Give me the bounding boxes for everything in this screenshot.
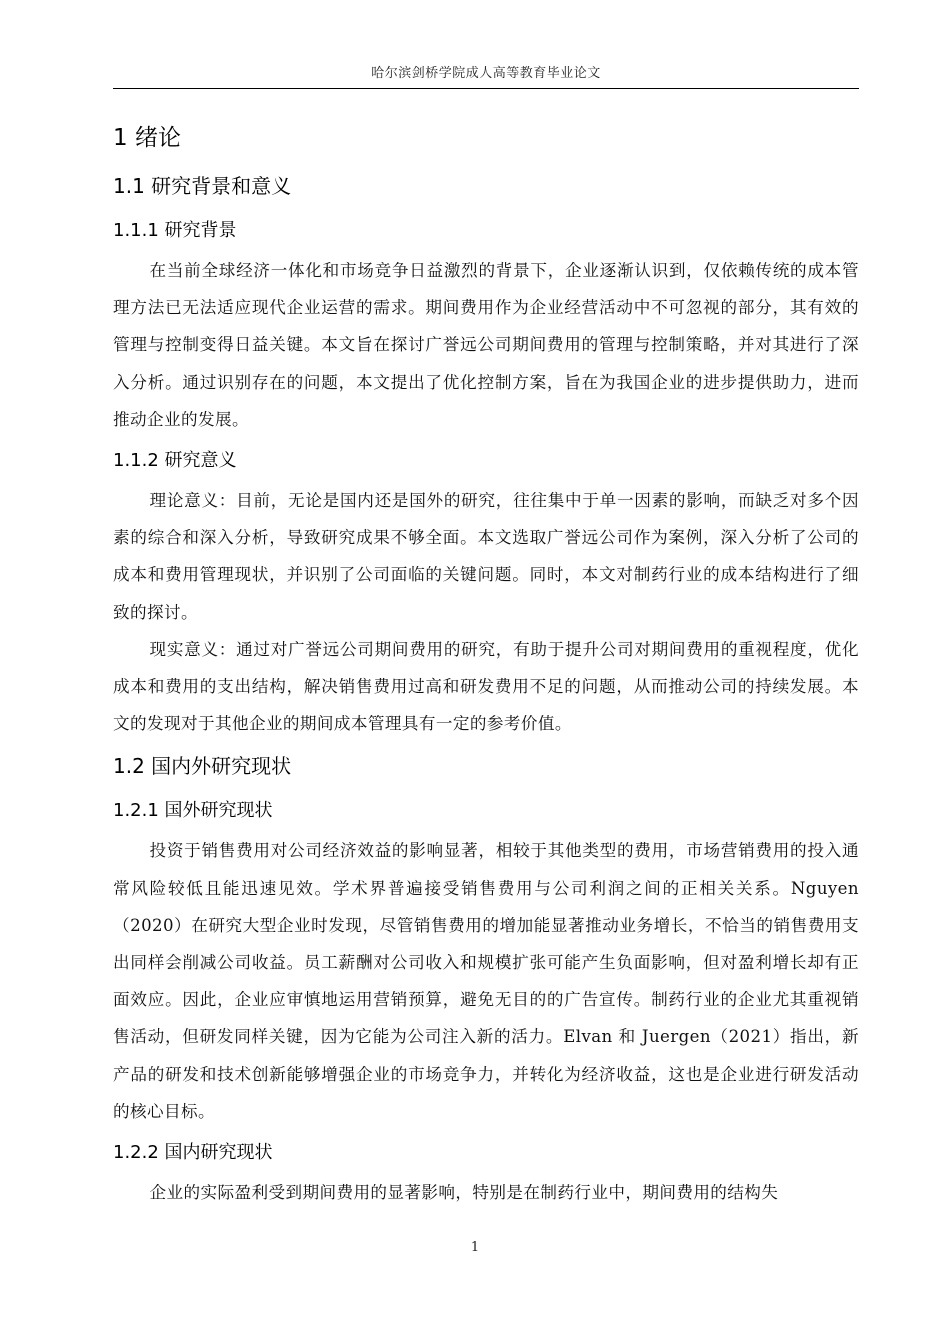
paragraph-foreign-research: 投资于销售费用对公司经济效益的影响显著，相较于其他类型的费用，市场营销费用的投入通常风险较低且能迅速见效。学术界普遍接受销售费用与公司利润之间的正相关关系。Nguyen（2020）在研究大型企业时发现，尽管销售费用的增加能显著推动业务增长，不恰当的销售费用支出同样会削减公司收益。员工薪酬对公司收入和规模扩张可能产生负面影响，但对盈利增长却有正面效应。因此，企业应审慎地运用营销预算，避免无目的的广告宣传。制药行业的企业尤其重视销售活动，但研发同样关键，因为它能为公司注入新的活力。Elvan 和 Juergen（2021）指出，新产品的研发和技术创新能够增强企业的市场竞争力，并转化为经济收益，这也是企业进行研发活动的核心目标。	[113, 841, 859, 1121]
paragraph-domestic-research: 企业的实际盈利受到期间费用的显著影响，特别是在制药行业中，期间费用的结构失	[149, 1183, 779, 1203]
subsection-title-1-2-2: 1.2.2 国内研究现状	[113, 1142, 273, 1164]
section-title-1-1: 1.1 研究背景和意义	[113, 174, 292, 198]
running-header: 哈尔滨剑桥学院成人高等教育毕业论文	[371, 66, 601, 81]
section-title-1-2: 1.2 国内外研究现状	[113, 754, 292, 779]
paragraph-practical-significance: 现实意义：通过对广誉远公司期间费用的研究，有助于提升公司对期间费用的重视程度，优化成本和费用的支出结构，解决销售费用过高和研发费用不足的问题，从而推动公司的持续发展。本文的发现对于其他企业的期间成本管理具有一定的参考价值。	[113, 639, 859, 734]
page-content	[113, 118, 859, 1211]
subsection-title-1-2-1: 1.2.1 国外研究现状	[113, 800, 273, 822]
chapter-title: 1 绪论	[113, 125, 181, 151]
paragraph-theoretical-significance: 理论意义：目前，无论是国内还是国外的研究，往往集中于单一因素的影响，而缺乏对多个因素的综合和深入分析，导致研究成果不够全面。本文选取广誉远公司作为案例，深入分析了公司的成本和费用管理现状，并识别了公司面临的关键问题。同时，本文对制药行业的成本结构进行了细致的探讨。	[113, 491, 859, 622]
subsection-title-1-1-2: 1.1.2 研究意义	[113, 450, 237, 472]
subsection-title-1-1-1: 1.1.1 研究背景	[113, 220, 237, 241]
paragraph-research-background: 在当前全球经济一体化和市场竞争日益激烈的背景下，企业逐渐认识到，仅依赖传统的成本管理方法已无法适应现代企业运营的需求。期间费用作为企业经营活动中不可忽视的部分，其有效的管理与控制变得日益关键。本文旨在探讨广誉远公司期间费用的管理与控制策略，并对其进行了深入分析。通过识别存在的问题，本文提出了优化控制方案，旨在为我国企业的进步提供助力，进而推动企业的发展。	[113, 261, 859, 429]
page-number: 1	[470, 1240, 480, 1255]
